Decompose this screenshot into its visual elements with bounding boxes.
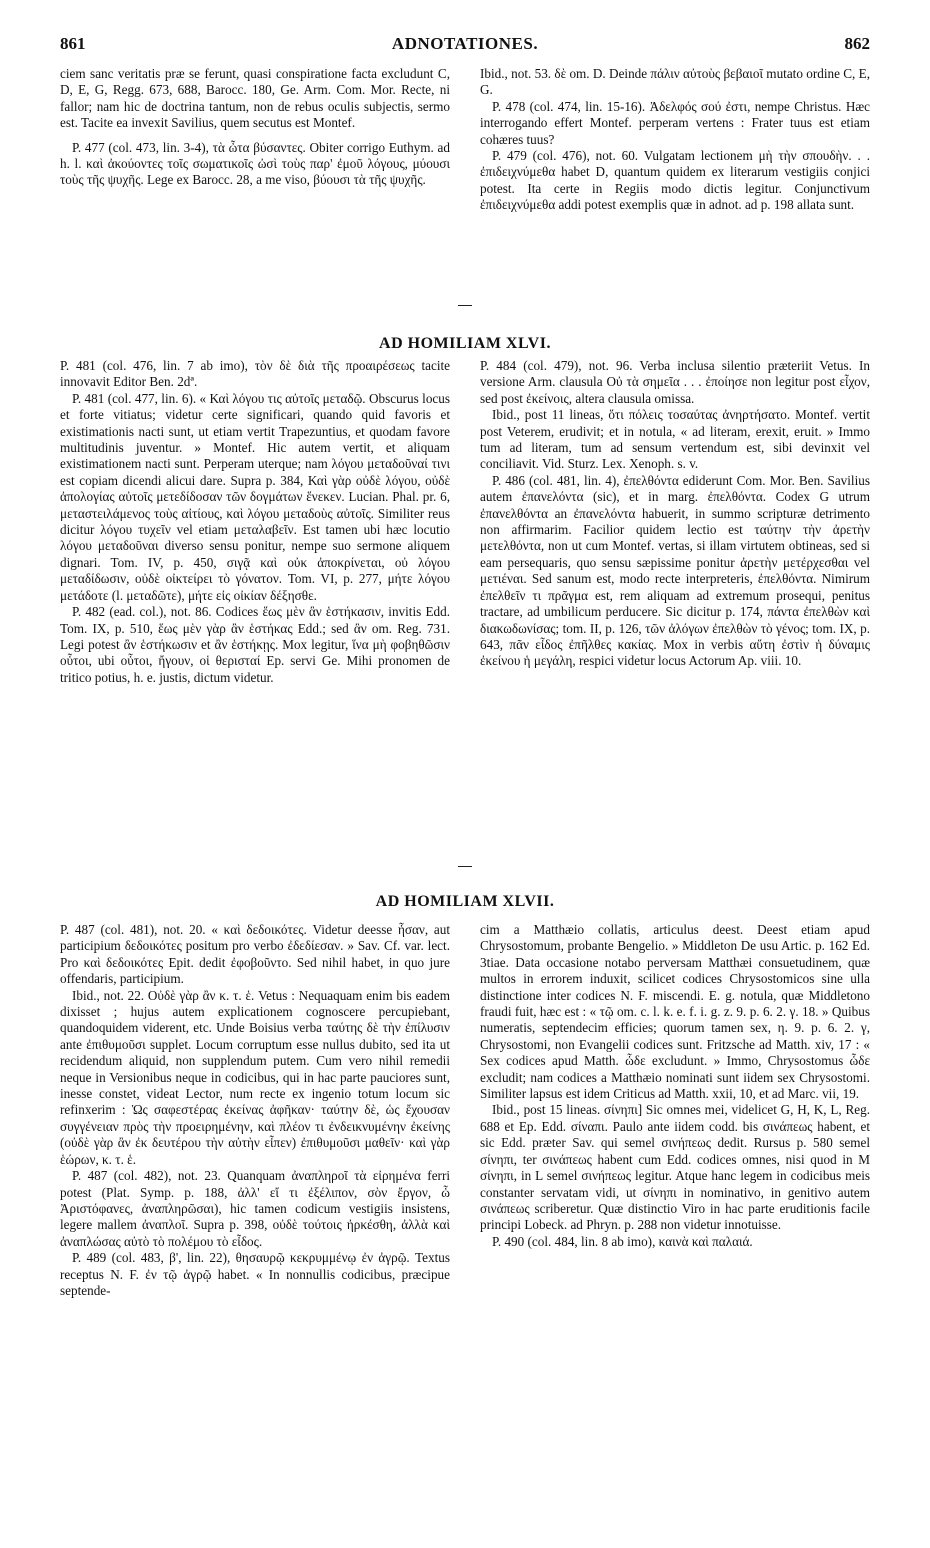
section-divider bbox=[458, 305, 472, 306]
page-title: ADNOTATIONES. bbox=[391, 34, 539, 53]
paragraph: P. 486 (col. 481, lin. 4), ἐπελθόντα ediderunt Com. Mor. Ben. Savilius autem ἐπανελόντα (sic), et in marg. ἐπελθόντα. Codex G utrum ἐπανελθόντα an ἐπανελόντα habuerit, in summo scripturæ detrimento non affirmarim. Facilior quidem lectio est ταύτην τὴν ἀρετὴν μετελθόντα, non ut cum Montef. vertas, si illam virtutem obtineas, sed si eam persequaris, quo sensu sæpissime ponitur ἀρετὴν μετέρχεσθαι vel μετιέναι. Sed sanum est, modo recte interpreteris, ἐπελθόντα. Nimirum ἐπελθεῖν τι πρᾶγμα est, rem aliquam ad extremum prosequi, penitus tractare, ad umbilicum perducere. Sic dicitur p. 174, πάντα ἐπελθὼν καὶ διακωδωνίσας; tom. II, p. 126, τῶν ἀλόγων ἐπελθὼν τὸ γένος; tom. IX, p. 643, πᾶν εἶδος ἐπῆλθες κακίας. Mox in verbis αὕτη ἐστὶν ἡ δύναμις ἐκείνου ἡ μεγάλη, respici videtur locus Actorum Ap. viii. 10. bbox=[480, 472, 870, 669]
middle-right-column bbox=[480, 358, 870, 856]
paragraph: P. 477 (col. 473, lin. 3-4), τὰ ὦτα βύσαντες. Obiter corrigo Euthym. ad h. l. καὶ ἀκούοντες τοῖς σωματικοῖς ὠσὶ τοὺς παρ' ἐμοῦ λόγους, μύουσι τοὺς τῆς ψυχῆς. Lege ex Barocc. 28, a me viso, βύουσι τὰ τῆς ψυχῆς. bbox=[60, 139, 450, 188]
paragraph: P. 478 (col. 474, lin. 15-16). Ἀδελφός σού ἐστι, nempe Christus. Hæc interrogando effert Montef. perperam vertens : Frater tuus est etiam cohæres tuus? bbox=[480, 98, 870, 147]
paragraph: Ibid., not. 22. Οὐδὲ γὰρ ἂν κ. τ. ἑ. Vetus : Nequaquam enim bis eadem dixisset ; hujus autem explicationem cognoscere percupiebant, quandoquidem viderent, etc. Unde Boisius verba ταύτης δὲ τὴν ἐπίλυσιν ante ἐπιθυμοῦσι supplet. Locum corruptum esse nullus dubito, sed ita ut recidendum aliquid, non supplendum putem. Cum vero nihil remedii neque in Versionibus neque in codicibus, qui in hac parte pauciores sunt, inesse constet, videat Lector, num recte ex ingenio totum locum sic refinxerim : Ὡς σαφεστέρας ἐκείνας ἀφῆκαν· ταύτην δὲ, ὡς ἔχουσαν συγγένειαν πρὸς τὴν προειρημένην, καὶ πλέον τι ἐνδεικνυμένην ἐκείνης (οὐδὲ γὰρ ἂν ἐκ δευτέρου τὴν αὐτὴν εἶπεν) ἐπιθυμοῦσι μαθεῖν· καὶ γὰρ ἑώρων, κ. τ. ἑ. bbox=[60, 987, 450, 1167]
paragraph: P. 489 (col. 483, β', lin. 22), θησαυρῷ κεκρυμμένῳ ἐν ἀγρῷ. Textus receptus N. F. ἐν τῷ ἀγρῷ habet. « In nonnullis codicibus, præcipue septende- bbox=[60, 1250, 450, 1298]
paragraph: Ibid., not. 53. δὲ om. D. Deinde πάλιν αὐτοὺς βεβαιοῖ mutato ordine C, E, G. bbox=[480, 66, 870, 98]
paragraph: P. 481 (col. 476, lin. 7 ab imo), τὸν δὲ διὰ τῆς προαιρέσεως tacite innovavit Editor Ben. 2dª. bbox=[60, 358, 450, 390]
section-title-hom46: AD HOMILIAM XLVI. bbox=[379, 335, 551, 352]
page-number-left: 861 bbox=[60, 34, 86, 53]
bottom-left-column bbox=[60, 922, 450, 1522]
paragraph: P. 487 (col. 481), not. 20. « καὶ δεδοικότες. Videtur deesse ἦσαν, aut participium δεδοικότες positum pro verbo ἐδεδίεσαν. » Sav. Cf. var. lect. Pro καὶ δεδοικότες Epit. dedit ἐφοβοῦντο. Sed nihil habet, in quo jure offendaris, participium. bbox=[60, 922, 450, 987]
paragraph: P. 490 (col. 484, lin. 8 ab imo), καινὰ καὶ παλαιά. bbox=[492, 1233, 753, 1249]
section-title-hom47: AD HOMILIAM XLVII. bbox=[375, 893, 555, 910]
page-number-right: 862 bbox=[844, 34, 870, 53]
paragraph: cim a Matthæio collatis, articulus deest. Deest etiam apud Chrysostomum, probante Bengelio. » Middleton De usu Artic. p. 162 Ed. 3tiae. Data occasione notabo perversam Matthæi consuetudinem, quæ multos in errorem induxit, scilicet codices Chrysostomicos sine ulla distinctione inter codices N. F. miscendi. E. g. notula, quæ Middletono fraudi fuit, hæc est : « τῷ om. c. l. k. e. f. i. g. z. 9. p. 6. 2. γ. 18. » Quibus numeratis, septendecim efficies; quorum tamen sex, η. 9. p. 6. 2. γ, Chrysostomi, non Evangelii codices sunt. Fritzsche ad Matth. xiv, 17 : « Sex codices apud Matth. ὧδε excludunt. » Immo, Chrysostomus ὧδε excludit; nam codices a Matthæio nominati sunt iidem sex Chrysostomi. Similiter lapsus est idem Criticus ad Matth. xxii, 10, et ad Marc. vii, 19. bbox=[480, 922, 870, 1102]
paragraph: P. 479 (col. 476), not. 60. Vulgatam lectionem μὴ τὴν σπουδὴν. . . ἐπιδειχνύμεθα habet D, quantum quidem ex literarum vestigiis conjici potest. Ita certe in Regiis modo dictis legitur. Conjunctivum ἐπιδειχνύμεθα addi potest exemplis quæ in adnot. ad p. 198 allata sunt. bbox=[480, 148, 870, 213]
section-divider bbox=[458, 866, 472, 867]
paragraph: P. 481 (col. 477, lin. 6). « Καὶ λόγου τις αὐτοῖς μεταδῷ. Obscurus locus et forte vitiatus; videtur certe significari, quando quid favoris et existimationis nacti sunt, ut etiam vertit Trapezuntius, et quodam favore multitudinis juventur. » Montef. Hic autem vertit, et aliquam existimationem nacti sunt. Perperam uterque; nam λόγου μεταδοῦναί τινι est copiam dicendi alicui dare. Supra p. 384, Καὶ γὰρ οὐδὲ λόγου, οὐδὲ ἀπολογίας αὐτοῖς μετεδίδοσαν τῶν δογμάτων ἕνεκεν. Lucian. Phal. pr. 6, μεταστειλάμενος τοὺς αἰτίους, καὶ λόγου μεταδοὺς αὐτοῖς. Similiter reus dicitur λόγου τυχεῖν vel etiam μεταλαβεῖν. Est tamen ubi hæc locutio λόγου μεταδοῦναι diverso sensu ponitur, nempe suo sermone aliquem dignari. Tom. IV, p. 450, σιγᾷ καὶ οὐκ ἀποκρίνεται, οὐ λόγου μεταδίδωσιν, οὐδὲ οἰκτείρει τὸ γόνατον. Tom. VI, p. 277, μήτε λόγου μετάδοτε (l. μεταδῶτε), μήτε εἰς οἰκίαν δέξησθε. bbox=[60, 390, 450, 603]
bottom-right-column bbox=[480, 922, 870, 1522]
top-right-column bbox=[480, 66, 870, 302]
paragraph: P. 484 (col. 479), not. 96. Verba inclusa silentio præteriit Vetus. In versione Arm. clausula Οὐ τὰ σημεῖα . . . ἐποίησε non legitur post εἶχον, sed post ἐκείνοις, altera clausula omissa. bbox=[480, 358, 870, 406]
paragraph: P. 487 (col. 482), not. 23. Quanquam ἀναπληροῖ τὰ εἰρημένα ferri potest (Plat. Symp. p. 188, ἀλλ' εἴ τι ἐξέλιπον, σὸν ἔργον, ὦ Ἀριστόφανες, ἀναπληρῶσαι), hic tamen codicum vestigiis insistens, legere mallem ἀναπλοῖ. Supra p. 398, οὐδὲ τούτοις ἠρκέσθη, ἀλλὰ καὶ ἀναπλώσας αὐτὸ τὸ πολέμου τὸ εἶδος. bbox=[60, 1168, 450, 1249]
middle-left-column bbox=[60, 358, 450, 856]
paragraph: Ibid., post 11 lineas, ὅτι πόλεις τοσαύτας ἀνηρτήσατο. Montef. vertit post Veterem, erudivit; et in notula, « ad literam, erexit, eruit. » Immo tum ad literam, tum ad sensum vertendum est, sibi devinxit vel conciliavit. Vid. Sturz. Lex. Xenoph. s. v. bbox=[480, 407, 870, 472]
paragraph: ciem sanc veritatis præ se ferunt, quasi conspiratione facta excludunt C, D, E, G, Regg. 673, 688, Barocc. 180, Ge. Arm. Com. Mor. Recte, ni fallor; nam hic de doctrina tantum, non de rebus oculis subjectis, sermo est. Tacite ea invexit Savilius, quem secutus est Montef. bbox=[60, 66, 450, 131]
paragraph: P. 482 (ead. col.), not. 86. Codices ἕως μὲν ἂν ἑστήκασιν, invitis Edd. Tom. IX, p. 510, ἕως μὲν γὰρ ἂν ἑστήκας Edd.; sed ἂν om. Reg. 731. Legi potest ἂν ἑστήκωσιν et ἂν ἑστήκῃς. Mox legitur, ἵνα μὴ φοβηθῶσιν οὗτοι, ubi οὗτοι, ἤγουν, οἱ θερισταί Ep. servi Ge. Mihi pronomen de tritico potius, h. e. justis, dictum videtur. bbox=[60, 604, 450, 685]
running-header bbox=[60, 34, 870, 56]
paragraph: Ibid., post 15 lineas. σίνηπι] Sic omnes mei, videlicet G, H, K, L, Reg. 688 et Ep. Edd. σίναπι. Paulo ante iidem codd. bis σινάπεως habent, et sic Edd. præter Sav. qui semel σινήπεως dedit. Rursus p. 580 semel σίνηπι, ter σινάπεως habent cum Edd. codices omnes, nisi quod in M σίνηπι, in L semel σινήπεως legitur. Atque hanc legem in codicibus meis constanter servatam vidi, ut σίνηπι in nominativo, in genitivo autem σινάπεως scriberetur. Quæ distinctio Viro in hac parte eruditionis facile principi Lobeck. ad Phryn. p. 288 non videtur innotuisse. bbox=[480, 1102, 870, 1233]
top-left-column bbox=[60, 66, 450, 302]
